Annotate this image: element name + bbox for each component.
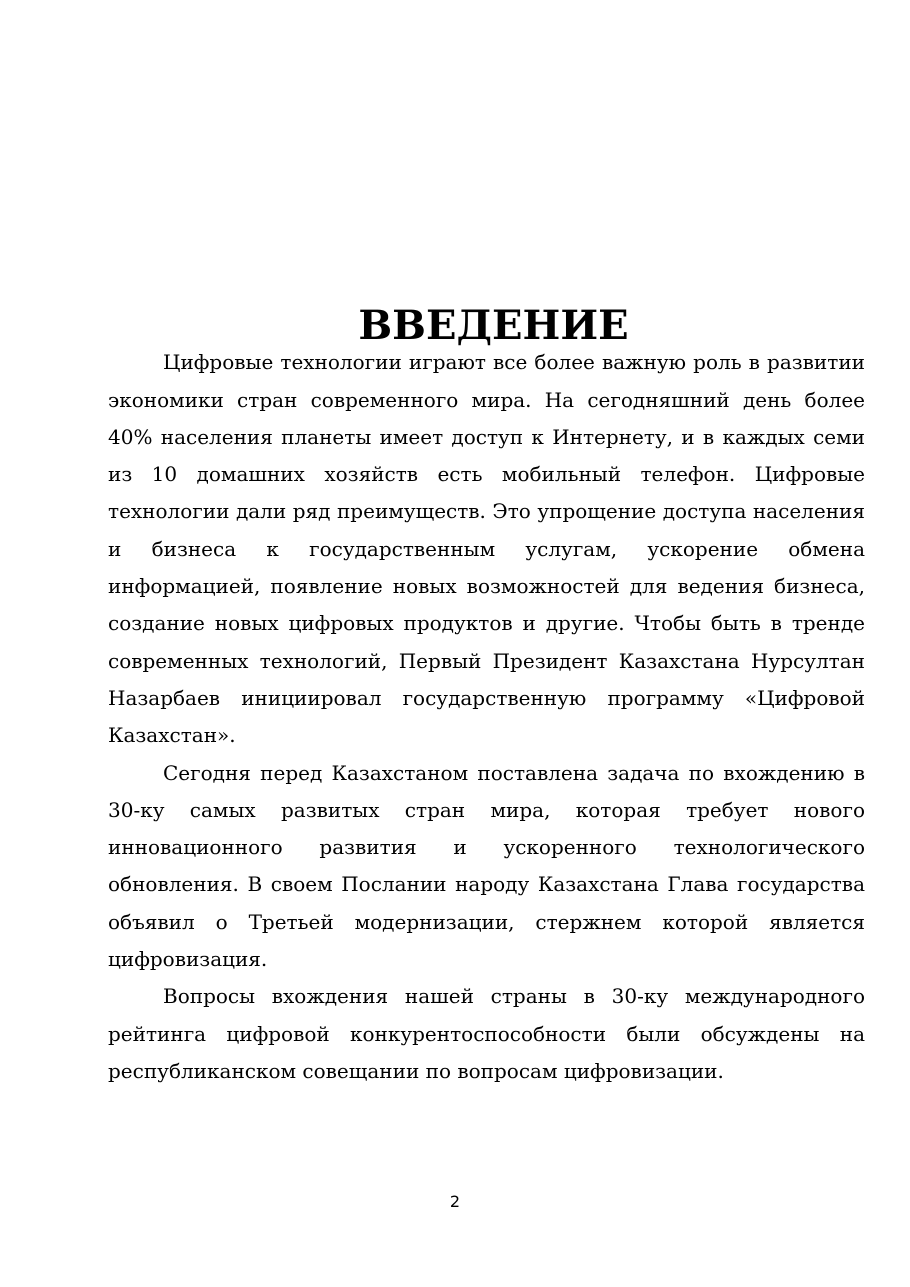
page-number: 2 <box>449 1192 461 1211</box>
section-heading: ВВЕДЕНИЕ <box>358 302 629 349</box>
paragraph-2: Сегодня перед Казахстаном поставлена задача по вхождению в 30-ку самых развитых стран мира, которая требует нового инновационного развития и ускоренного технологического обновления. В своем Послании народу Казахстана Глава государства объявил о Третьей модернизации, стержнем которой является цифровизация. <box>108 760 865 972</box>
page-body <box>108 302 865 1090</box>
paragraph-1: Цифровые технологии играют все более важную роль в развитии экономики стран современного мира. На сегодняшний день более 40% населения планеты имеет доступ к Интернету, и в каждых семи из 10 домашних хозяйств есть мобильный телефон. Цифровые технологии дали ряд преимуществ. Это упрощение доступа населения и бизнеса к государственным услугам, ускорение обмена информацией, появление новых возможностей для ведения бизнеса, создание новых цифровых продуктов и другие. Чтобы быть в тренде современных технологий, Первый Президент Казахстана Нурсултан Назарбаев инициировал государственную программу «Цифровой Казахстан». <box>108 350 865 748</box>
paragraph-3: Вопросы вхождения нашей страны в 30-ку международного рейтинга цифровой конкурентоспособности были обсуждены на республиканском совещании по вопросам цифровизации. <box>108 984 865 1083</box>
